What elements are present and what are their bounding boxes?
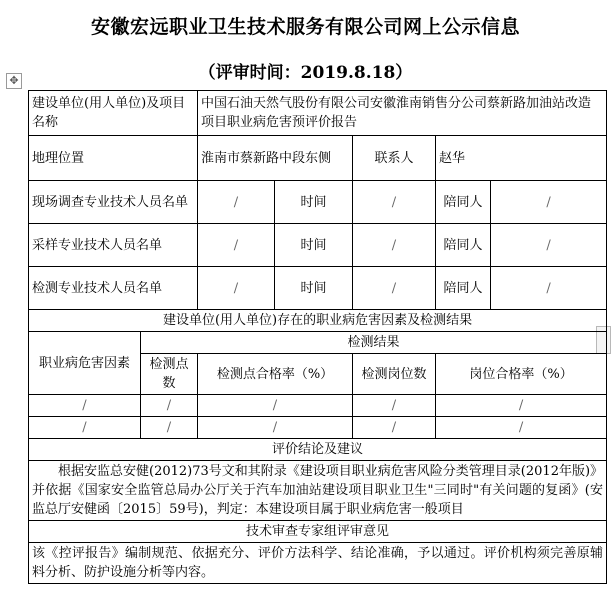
column-header: 岗位合格率（%）: [436, 354, 607, 395]
testing-staff-label: 检测专业技术人员名单: [29, 267, 198, 310]
project-label: 建设单位(用人单位)及项目名称: [29, 91, 198, 136]
table-cell: /: [353, 395, 436, 417]
table-cell: /: [141, 395, 198, 417]
sampling-companion-value: /: [491, 224, 607, 267]
column-header: 检测点数: [141, 354, 198, 395]
table-cell: /: [29, 395, 141, 417]
expert-text: 该《控评报告》编制规范、依据充分、评价方法科学、结论准确，予以通过。评价机构须完善原辅料分析、防护设施分析等内容。: [29, 543, 607, 584]
info-table: [28, 90, 607, 584]
table-cell: /: [353, 417, 436, 439]
sampling-companion-label: 陪同人: [436, 224, 491, 267]
move-icon[interactable]: ✥: [6, 73, 22, 89]
page-title: 安徽宏远职业卫生技术服务有限公司网上公示信息: [90, 16, 520, 38]
sampling-staff-label: 采样专业技术人员名单: [29, 224, 198, 267]
survey-staff-value: /: [198, 181, 275, 224]
survey-companion-label: 陪同人: [436, 181, 491, 224]
table-cell: /: [198, 395, 353, 417]
table-cell: /: [141, 417, 198, 439]
table-cell: /: [436, 417, 607, 439]
sampling-time-value: /: [353, 224, 436, 267]
location-value: 淮南市蔡新路中段东侧: [198, 136, 353, 181]
table-cell: /: [198, 417, 353, 439]
testing-staff-value: /: [198, 267, 275, 310]
testing-time-label: 时间: [275, 267, 353, 310]
location-label: 地理位置: [29, 136, 198, 181]
survey-time-value: /: [353, 181, 436, 224]
sampling-time-label: 时间: [275, 224, 353, 267]
survey-companion-value: /: [491, 181, 607, 224]
testing-companion-label: 陪同人: [436, 267, 491, 310]
column-header: 检测点合格率（%）: [198, 354, 353, 395]
survey-time-label: 时间: [275, 181, 353, 224]
column-header: 检测岗位数: [353, 354, 436, 395]
sampling-staff-value: /: [198, 224, 275, 267]
results-label: 检测结果: [141, 332, 607, 354]
table-cell: /: [29, 417, 141, 439]
conclusion-text: 根据安监总安健(2012)73号文和其附录《建设项目职业病危害风险分类管理目录(2012年版)》并依据《国家安全监管总局办公厅关于汽车加油站建设项目职业卫生"三同时"有关问题的复函》(安监总厅安健函〔2015〕59号)，判定：本建设项目属于职业病危害一般项目: [29, 461, 607, 521]
contact-value: 赵华: [436, 136, 607, 181]
hazard-factor-label: 职业病危害因素: [29, 332, 141, 395]
contact-label: 联系人: [353, 136, 436, 181]
testing-companion-value: /: [491, 267, 607, 310]
conclusion-title: 评价结论及建议: [29, 439, 607, 461]
table-cell: /: [436, 395, 607, 417]
review-time: （评审时间：2019.8.18）: [198, 63, 413, 83]
survey-staff-label: 现场调查专业技术人员名单: [29, 181, 198, 224]
expert-title: 技术审查专家组评审意见: [29, 521, 607, 543]
project-value: 中国石油天然气股份有限公司安徽淮南销售分公司蔡新路加油站改造项目职业病危害预评价报告: [198, 91, 607, 136]
testing-time-value: /: [353, 267, 436, 310]
hazard-section-title: 建设单位(用人单位)存在的职业病危害因素及检测结果: [29, 310, 607, 332]
